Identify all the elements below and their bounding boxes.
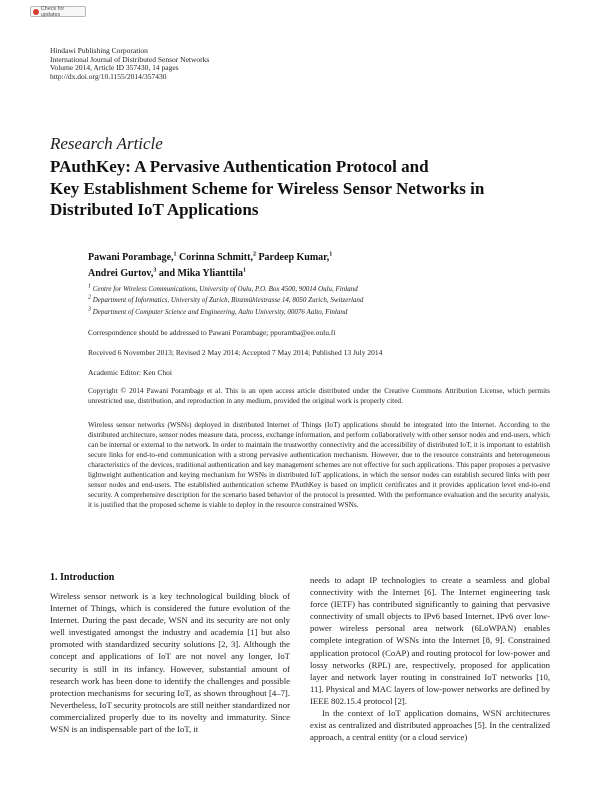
badge-label: Check for updates [40, 5, 65, 18]
volume-info: Volume 2014, Article ID 357430, 14 pages [50, 63, 179, 73]
body-column-right [310, 574, 550, 743]
update-icon [33, 9, 39, 15]
body-paragraph: Wireless sensor network is a key technological building block of Internet of Things, which is considered the future evolution of the Internet. During the past decade, WSN and its security are not only well investigated amongst the industry and academia [1] but also promoted with standardized security solutions [2, 3]. Although the concept and applications of IoT are not novel any longer, IoT security is still in its infancy. However, substantial amount of research work has been done to identify the challenges and possible protection mechanisms for securing IoT, as shown throughout [4–7]. Nevertheless, IoT security protocols are still neither standardized nor commercialized properly due to its novelty and immaturity. Since WSN is an indispensable part of the IoT, it [50, 591, 290, 735]
body-paragraph: In the context of IoT application domains, WSN architectures exist as centralized and distributed approaches [5]. In the centralized approach, a central entity (or a cloud service) [310, 708, 550, 743]
paper-title [50, 156, 530, 221]
copyright-notice: Copyright © 2014 Pawani Porambage et al. This is an open access article distributed under the Creative Commons Attribution License, which permits unrestricted use, distribution, and reproduction in any medium, provided the original work is properly cited. [88, 386, 550, 406]
affiliation: $^2$ Department of Informatics, University of Zurich, Binzmühlestrasse 14, 8050 Zurich, Switzerland [88, 294, 364, 304]
journal-name: International Journal of Distributed Sensor Networks [50, 54, 210, 64]
publication-dates: Received 6 November 2013; Revised 2 May 2014; Accepted 7 May 2014; Published 13 July 2014 [88, 348, 383, 357]
abstract: Wireless sensor networks (WSNs) deployed in distributed Internet of Things (IoT) applications should be integrated into the Internet. According to the distributed architecture, sensor nodes measure data, process, exchange information, and perform collaboratively with other sensor nodes and end-users, which can be internal or external to the network. In order to maintain the trustworthy connectivity and the accessibility of distributed IoT, it is important to establish secure links for end-to-end communication with a strong pervasive authentication mechanism. However, due to the resource constraints and heterogeneous characteristics of the devices, traditional authentication and key management schemes are not effective for such applications. This paper proposes a pervasive lightweight authentication and keying mechanism for WSNs in distributed IoT applications, in which the sensor nodes can establish secured links with peer sensor nodes and end-users. The established authentication scheme PAuthKey is based on implicit certificates and it provides application level end-to-end security. A comprehensive description for the scenario based behavior of the protocol is presented. With the performance evaluation and the security analysis, it is justified that the proposed scheme is viable to deploy in the resource constrained WSNs. [88, 420, 550, 510]
correspondence: Correspondence should be addressed to Pawani Porambage; pporamba@ee.oulu.fi [88, 328, 336, 337]
title-line: Distributed IoT Applications [50, 200, 259, 219]
affiliation: $^1$ Centre for Wireless Communications, University of Oulu, P.O. Box 4500, 90014 Oulu, Finland [88, 283, 358, 293]
body-column-left [50, 590, 290, 735]
author: Pawani Porambage,$^1$ [88, 251, 177, 263]
doi-link[interactable]: http://dx.doi.org/10.1155/2014/357430 [50, 71, 167, 81]
title-line: Key Establishment Scheme for Wireless Sensor Networks in [50, 178, 485, 198]
author: Pardeep Kumar,$^1$ [258, 251, 333, 263]
author: Andrei Gurtov,$^3$ [88, 267, 157, 279]
check-for-updates-badge[interactable] [30, 6, 86, 17]
journal-header [50, 47, 209, 81]
title-line: PAuthKey: A Pervasive Authentication Protocol and [50, 157, 429, 176]
author-list [88, 250, 508, 281]
academic-editor: Academic Editor: Ken Choi [88, 368, 172, 377]
publisher: Hindawi Publishing Corporation [50, 46, 148, 55]
author: Corinna Schmitt,$^2$ [179, 251, 256, 263]
section-heading: 1. Introduction [50, 572, 115, 583]
article-type: Research Article [50, 134, 163, 153]
body-paragraph: needs to adapt IP technologies to create a seamless and global connectivity with the Internet [6]. The Internet engineering task force (IETF) has contributed significantly to gaining that pervasive connectivity of small objects to IPv6 based Internet. IPv6 over low-power wireless personal area network (6LoWPAN) enables complete integration of WSNs into the Internet [8, 9]. Constrained application protocol (CoAP) and routing protocol for low-power and lossy networks (RPL) are, respectively, proposed for application layer and network layer routing in constrained IoT networks [10, 11]. Physical and MAC layers of low-power networks are defined by IEEE 802.15.4 protocol [2]. [310, 575, 550, 706]
author: and Mika Ylianttila$^1$ [158, 267, 246, 279]
affiliation: $^3$ Department of Computer Science and Engineering, Aalto University, 00076 Aalto, Finland [88, 306, 348, 316]
